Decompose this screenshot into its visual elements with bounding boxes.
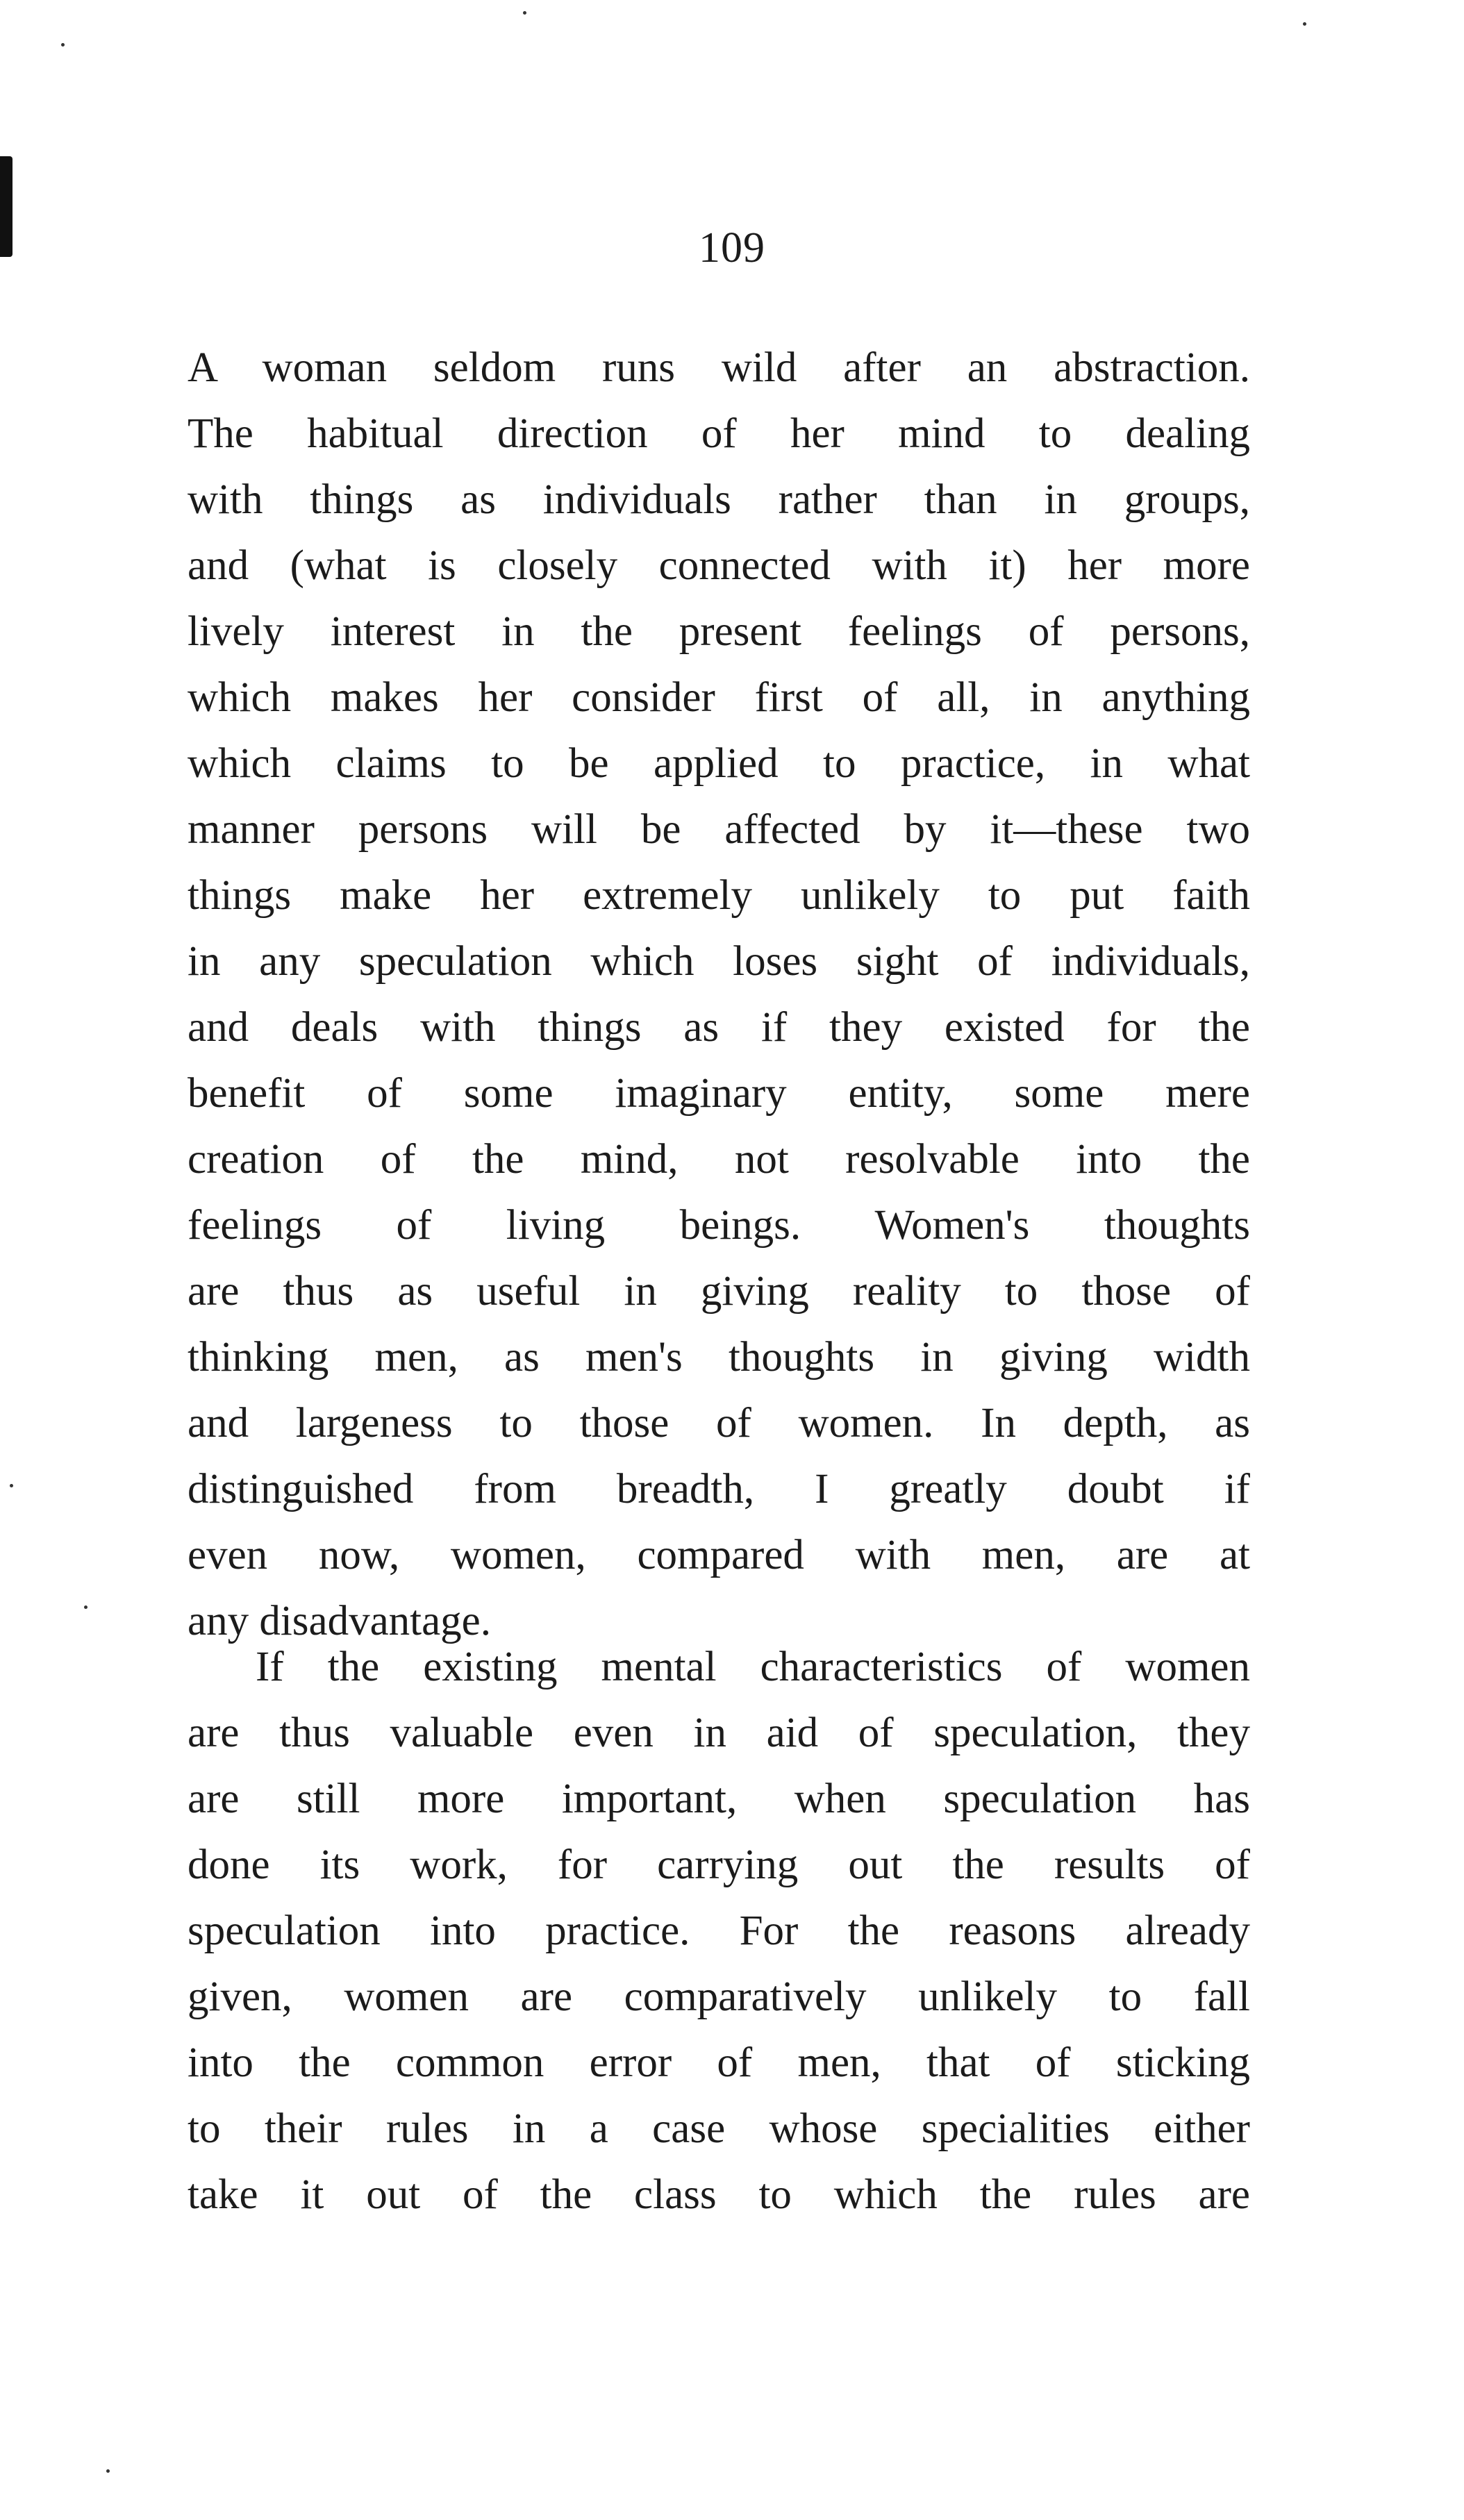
text-line: which makes her consider first of all, in anything — [188, 674, 1250, 721]
text-line: even now, women, compared with men, are at — [188, 1532, 1250, 1578]
text-line: and largeness to those of women. In depth, as — [188, 1400, 1250, 1446]
text-line: which claims to be applied to practice, in what — [188, 740, 1250, 787]
text-line: are thus valuable even in aid of speculation, they — [188, 1710, 1250, 1756]
text-line: thinking men, as men's thoughts in giving width — [188, 1334, 1250, 1380]
text-line: any disadvantage. — [188, 1598, 492, 1644]
page-speck — [1303, 22, 1306, 26]
page-speck — [523, 11, 526, 15]
text-line: distinguished from breadth, I greatly doubt if — [188, 1466, 1250, 1512]
text-line: and deals with things as if they existed for the — [188, 1004, 1250, 1051]
page-number: 109 — [699, 224, 765, 272]
text-line: If the existing mental characteristics of women — [256, 1644, 1250, 1690]
text-line: The habitual direction of her mind to dealing — [188, 410, 1250, 457]
page-speck — [106, 2469, 110, 2473]
page-speck — [61, 43, 65, 47]
text-line: to their rules in a case whose specialities either — [188, 2105, 1250, 2152]
text-line: creation of the mind, not resolvable into the — [188, 1136, 1250, 1183]
text-line: with things as individuals rather than in groups, — [188, 476, 1250, 523]
text-line: done its work, for carrying out the results of — [188, 1842, 1250, 1888]
text-line: given, women are comparatively unlikely to fall — [188, 1974, 1250, 2020]
page-speck — [10, 1484, 13, 1487]
text-line: feelings of living beings. Women's thoughts — [188, 1202, 1250, 1249]
text-line: take it out of the class to which the rules are — [188, 2171, 1250, 2218]
text-line: manner persons will be affected by it—these two — [188, 806, 1250, 853]
text-line: benefit of some imaginary entity, some mere — [188, 1070, 1250, 1117]
text-line: are still more important, when speculation has — [188, 1776, 1250, 1822]
text-line: A woman seldom runs wild after an abstraction. — [188, 344, 1250, 391]
page-speck — [84, 1605, 88, 1609]
text-line: things make her extremely unlikely to put faith — [188, 872, 1250, 919]
paragraph-2 — [188, 1634, 1250, 2228]
text-line: and (what is closely connected with it) her more — [188, 542, 1250, 589]
text-line: are thus as useful in giving reality to those of — [188, 1268, 1250, 1315]
paragraph-1 — [188, 335, 1250, 1654]
text-line: into the common error of men, that of sticking — [188, 2039, 1250, 2086]
text-line: in any speculation which loses sight of individuals, — [188, 938, 1250, 985]
text-line: speculation into practice. For the reasons already — [188, 1908, 1250, 1954]
text-line: lively interest in the present feelings of persons, — [188, 608, 1250, 655]
